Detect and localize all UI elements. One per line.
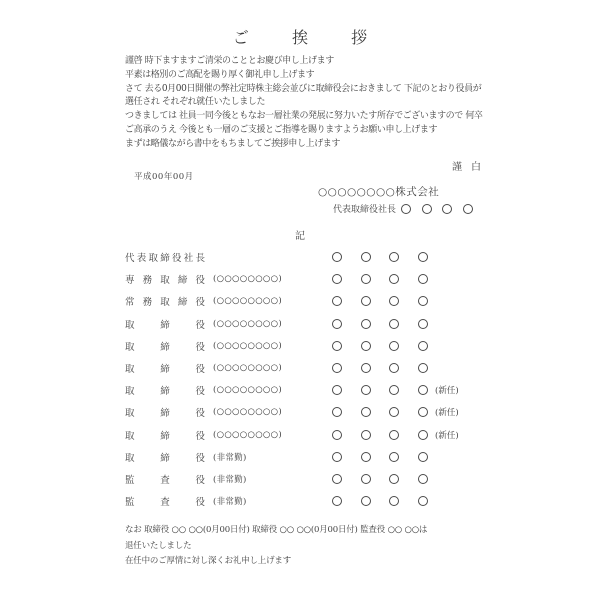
name-circle-placeholder [389,430,399,440]
name-circle-placeholder [442,204,452,214]
officer-post: 常務取締役 [125,297,205,309]
officer-table [125,246,495,512]
officer-qualifier: (非常勤) [213,497,247,508]
paragraph-line: 選任され それぞれ就任いたしました [125,97,266,108]
name-circle-placeholder [332,496,342,506]
name-circle-placeholder [389,407,399,417]
president-name-placeholder [401,204,473,214]
officer-post: 監査役 [125,474,205,486]
new-appointment-note: (新任) [435,430,459,441]
company-name: ○○○○○○○○株式会社 [318,186,440,198]
officer-name-placeholder [332,496,428,506]
officer-name-placeholder [332,452,428,462]
name-circle-placeholder [332,474,342,484]
name-circle-placeholder [361,274,371,284]
officer-name-placeholder [332,385,428,395]
name-circle-placeholder [361,407,371,417]
name-circle-placeholder [418,496,428,506]
officer-name-placeholder [332,363,428,373]
name-circle-placeholder [332,319,342,329]
name-circle-placeholder [332,341,342,351]
officer-row [125,379,495,401]
name-circle-placeholder [389,341,399,351]
retirement-note-line: なお 取締役 ○○ ○○(0月00日付) 取締役 ○○ ○○(0月00日付) 監査役 ○○ ○○は [125,525,428,535]
officer-row [125,424,495,446]
officer-qualifier: (○○○○○○○○) [213,385,282,396]
officer-qualifier: (○○○○○○○○) [213,363,282,374]
officer-row [125,446,495,468]
paragraph-line: つきましては 社員一同今後ともなお一層社業の発展に努力いたす所存でございますので 何卒 [125,111,483,122]
officer-qualifier: (○○○○○○○○) [213,318,282,329]
page-title: ご挨拶 [232,28,411,47]
officer-row [125,335,495,357]
name-circle-placeholder [389,319,399,329]
name-circle-placeholder [361,363,371,373]
name-circle-placeholder [361,452,371,462]
officer-post: 取締役 [125,364,205,376]
retirement-note-line: 在任中のご厚情に対し深くお礼申し上げます [125,556,292,566]
name-circle-placeholder [361,430,371,440]
retirement-note [125,523,427,570]
name-circle-placeholder [389,296,399,306]
name-circle-placeholder [418,385,428,395]
name-circle-placeholder [389,496,399,506]
name-circle-placeholder [389,385,399,395]
name-circle-placeholder [361,474,371,484]
president-title: 代表取締役社長 [333,205,397,215]
closing-word: 謹白 [452,162,490,173]
officer-qualifier: (○○○○○○○○) [213,407,282,418]
name-circle-placeholder [389,363,399,373]
name-circle-placeholder [463,204,473,214]
name-circle-placeholder [418,474,428,484]
officer-post: 取締役 [125,408,205,420]
paragraph-line: さて 去る0月00日開催の弊社定時株主総会並びに取締役会におきまして 下記のとおり役員が [125,83,482,94]
name-circle-placeholder [418,296,428,306]
paragraph-line: 謹啓 時下ますますご清栄のこととお慶び申し上げます [125,56,334,66]
new-appointment-note: (新任) [435,386,459,397]
paragraph-line: まずは略儀ながら書中をもちましてご挨拶申し上げます [125,138,341,149]
name-circle-placeholder [332,407,342,417]
name-circle-placeholder [332,385,342,395]
officer-name-placeholder [332,430,428,440]
name-circle-placeholder [389,452,399,462]
name-circle-placeholder [418,452,428,462]
date-line: 平成00年00月 [134,172,194,182]
officer-name-placeholder [332,407,428,417]
name-circle-placeholder [361,341,371,351]
officer-name-placeholder [332,474,428,484]
officer-qualifier: (非常勤) [213,452,247,463]
record-heading: 記 [295,231,305,242]
name-circle-placeholder [418,341,428,351]
signature-line [333,202,473,215]
name-circle-placeholder [422,204,432,214]
name-circle-placeholder [361,319,371,329]
name-circle-placeholder [332,430,342,440]
officer-name-placeholder [332,296,428,306]
officer-row [125,401,495,423]
officer-row [125,246,495,268]
officer-row [125,313,495,335]
officer-name-placeholder [332,341,428,351]
name-circle-placeholder [332,363,342,373]
name-circle-placeholder [418,363,428,373]
name-circle-placeholder [332,274,342,284]
name-circle-placeholder [389,274,399,284]
officer-name-placeholder [332,319,428,329]
officer-post: 代表取締役社長 [125,253,205,265]
name-circle-placeholder [361,496,371,506]
name-circle-placeholder [418,319,428,329]
officer-name-placeholder [332,252,428,262]
name-circle-placeholder [401,204,411,214]
officer-post: 監査役 [125,497,205,509]
officer-qualifier: (○○○○○○○○) [213,296,282,307]
name-circle-placeholder [418,252,428,262]
officer-row [125,468,495,490]
officer-name-placeholder [332,274,428,284]
officer-qualifier: (非常勤) [213,474,247,485]
name-circle-placeholder [361,385,371,395]
officer-row [125,290,495,312]
officer-row [125,357,495,379]
greeting-paragraph [125,55,497,152]
name-circle-placeholder [361,296,371,306]
name-circle-placeholder [389,474,399,484]
retirement-note-line: 退任いたしました [125,540,192,551]
officer-post: 取締役 [125,341,205,353]
name-circle-placeholder [332,452,342,462]
paragraph-line: 平素は格別のご高配を賜り厚く御礼申し上げます [125,69,315,80]
new-appointment-note: (新任) [435,408,459,419]
name-circle-placeholder [332,296,342,306]
name-circle-placeholder [418,407,428,417]
officer-row [125,268,495,290]
officer-post: 取締役 [125,430,205,442]
name-circle-placeholder [361,252,371,262]
officer-post: 取締役 [125,386,205,398]
name-circle-placeholder [418,274,428,284]
name-circle-placeholder [418,430,428,440]
name-circle-placeholder [389,252,399,262]
officer-post: 専務取締役 [125,275,205,287]
officer-post: 取締役 [125,319,205,331]
officer-qualifier: (○○○○○○○○) [213,274,282,285]
officer-post: 取締役 [125,452,205,464]
paragraph-line: ご高承のうえ 今後とも一層のご支援とご指導を賜りますようお願い申し上げます [125,124,438,135]
officer-qualifier: (○○○○○○○○) [213,340,282,351]
officer-row [125,490,495,512]
officer-qualifier: (○○○○○○○○) [213,429,282,440]
name-circle-placeholder [332,252,342,262]
